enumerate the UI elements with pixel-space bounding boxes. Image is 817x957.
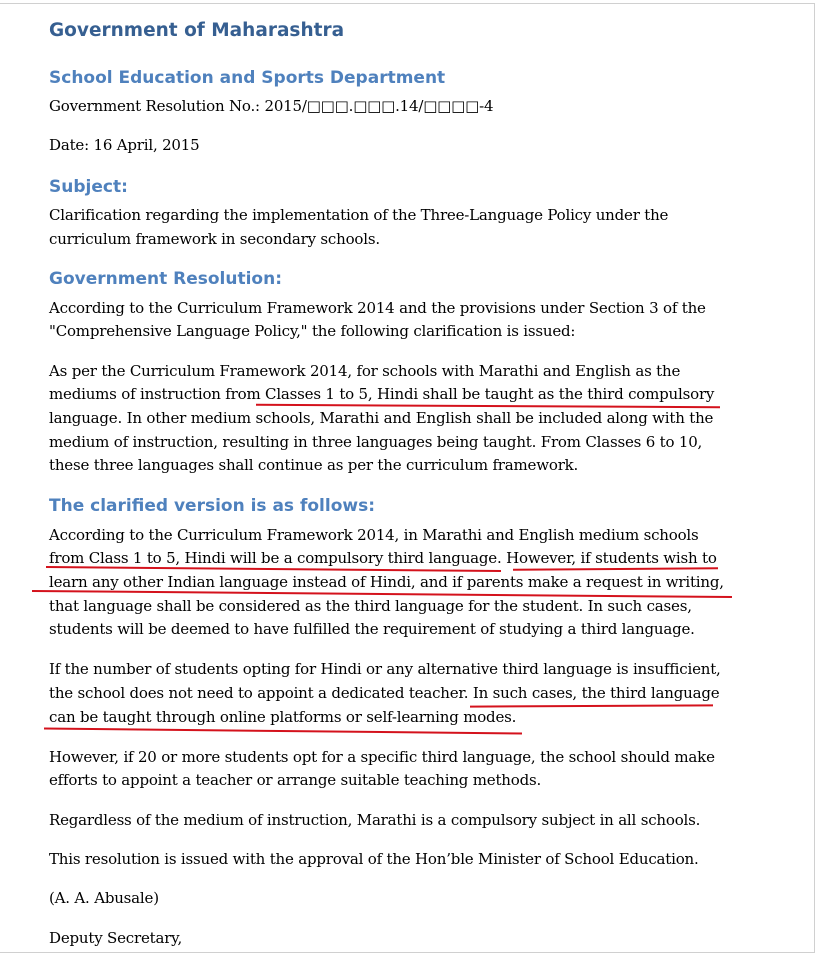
- para5-text: Regardless of the medium of instruction, Marathi is a compulsory subject in all schools.: [49, 811, 701, 829]
- subject-line: curriculum framework in secondary schools.: [49, 230, 380, 248]
- intro-line: "Comprehensive Language Policy," the following clarification is issued:: [49, 322, 576, 340]
- signatory-designation: Deputy Secretary,: [49, 929, 183, 947]
- para1-line: language. In other medium schools, Marathi and English shall be included along with the: [49, 409, 714, 427]
- resolution-number: Government Resolution No.: 2015/□□□.□□□.14/□□□□-4: [49, 97, 494, 115]
- para4-line: efforts to appoint a teacher or arrange suitable teaching methods.: [49, 771, 542, 789]
- para2-line: students will be deemed to have fulfilled the requirement of studying a third language.: [49, 620, 695, 638]
- para2-line: that language shall be considered as the third language for the student. In such cases,: [49, 597, 692, 615]
- para2-line: from Class 1 to 5, Hindi will be a compulsory third language. However, if students wish to: [49, 549, 717, 567]
- resolution-heading: Government Resolution:: [49, 269, 283, 289]
- signatory-name: (A. A. Abusale): [49, 889, 159, 907]
- clarified-heading: The clarified version is as follows:: [49, 496, 375, 516]
- subject-line: Clarification regarding the implementation of the Three-Language Policy under the: [49, 206, 669, 224]
- para3-line: the school does not need to appoint a dedicated teacher. In such cases, the third language: [49, 684, 720, 702]
- subject-heading: Subject:: [49, 177, 128, 197]
- para1-line: As per the Curriculum Framework 2014, for schools with Marathi and English as the: [49, 362, 681, 380]
- para4-line: However, if 20 or more students opt for a specific third language, the school should make: [49, 748, 715, 766]
- intro-line: According to the Curriculum Framework 2014 and the provisions under Section 3 of the: [49, 299, 706, 317]
- resolution-date: Date: 16 April, 2015: [49, 136, 200, 154]
- para1-line: these three languages shall continue as per the curriculum framework.: [49, 456, 579, 474]
- para2-line: According to the Curriculum Framework 2014, in Marathi and English medium schools: [49, 526, 699, 544]
- government-title: Government of Maharashtra: [49, 20, 345, 41]
- department-heading: School Education and Sports Department: [49, 68, 446, 88]
- para1-line: mediums of instruction from Classes 1 to 5, Hindi shall be taught as the third compulsory: [49, 385, 715, 403]
- para2-line: learn any other Indian language instead of Hindi, and if parents make a request in writing,: [49, 573, 724, 591]
- para1-line: medium of instruction, resulting in three languages being taught. From Classes 6 to 10,: [49, 433, 703, 451]
- para6-text: This resolution is issued with the approval of the Hon’ble Minister of School Education.: [49, 850, 699, 868]
- para3-line: can be taught through online platforms or self-learning modes.: [49, 708, 517, 726]
- para3-line: If the number of students opting for Hindi or any alternative third language is insufficient,: [49, 660, 721, 678]
